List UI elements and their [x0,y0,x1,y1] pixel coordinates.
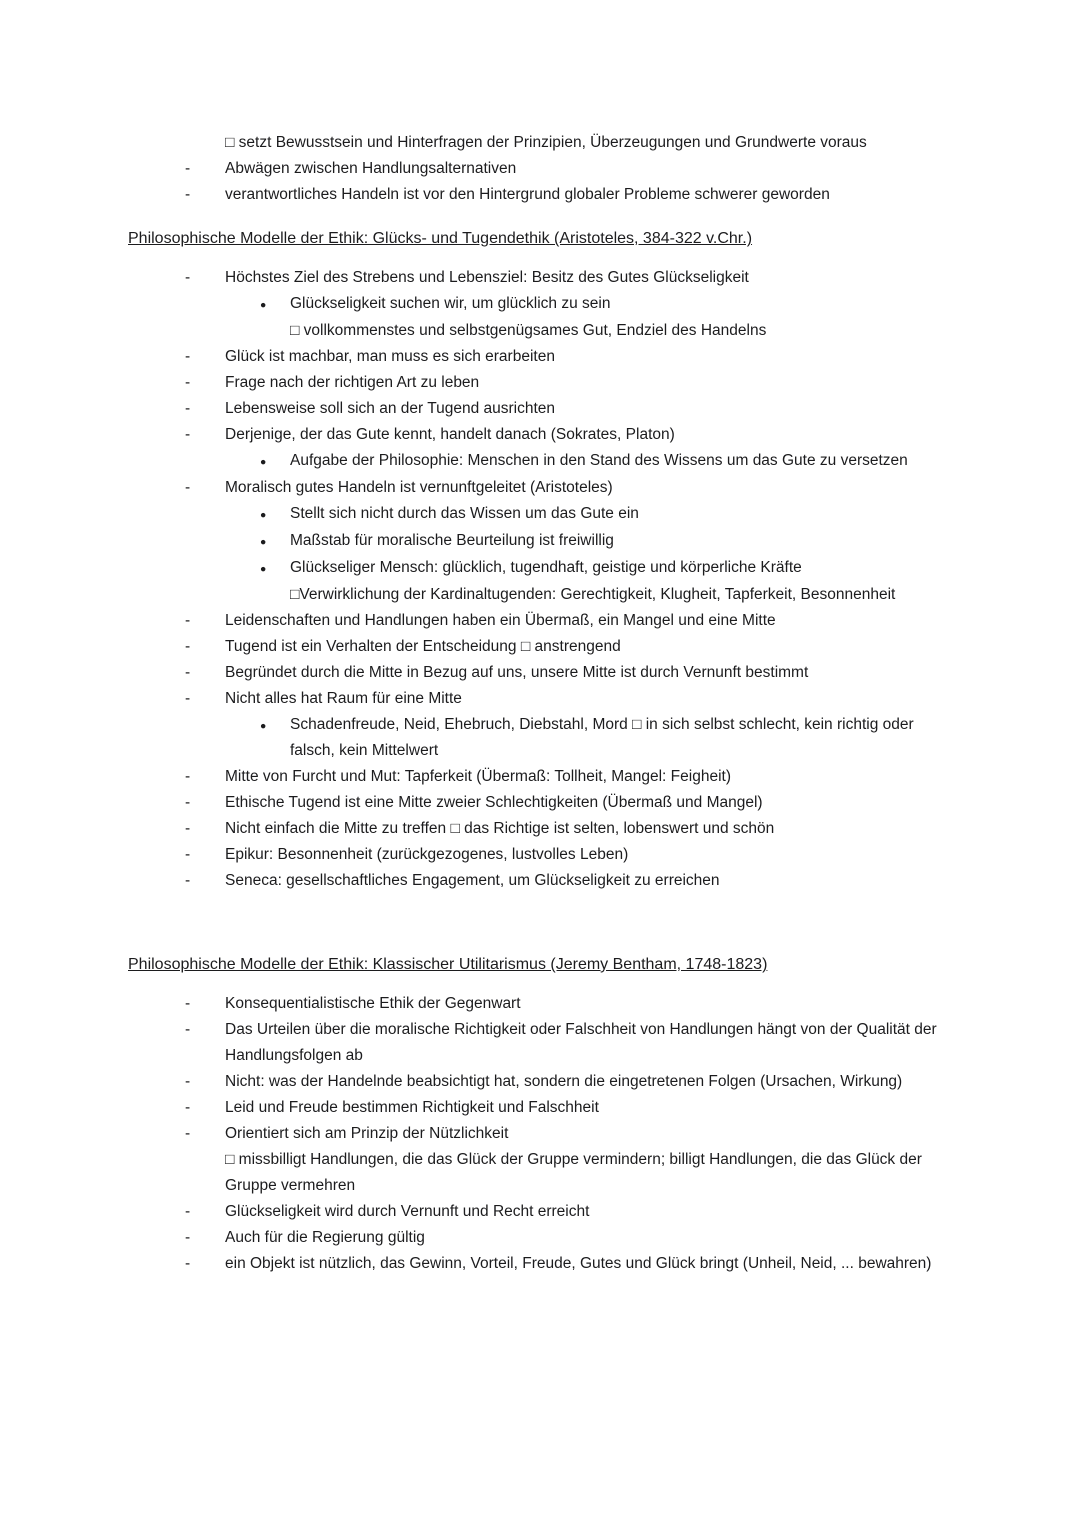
list-item-text: □ missbilligt Handlungen, die das Glück der Gruppe vermindern; billigt Handlungen, die das Glück der Gruppe vermehren [225,1151,922,1194]
list-item [128,370,947,396]
list-item [128,1095,947,1121]
list-item [128,686,947,712]
list-item [128,1069,947,1095]
list-item [128,712,947,764]
dash-marker: - [185,426,191,443]
list-item-text: Begründet durch die Mitte in Bezug auf uns, unsere Mitte ist durch Vernunft bestimmt [225,664,809,681]
list-item-text: Auch für die Regierung gültig [225,1229,425,1246]
list-item [128,501,947,528]
list-item-text: Orientiert sich am Prinzip der Nützlichkeit [225,1125,509,1142]
intro-list [128,130,947,208]
dash-marker: - [185,872,191,889]
list-item [128,790,947,816]
sections [128,226,947,1277]
list-item [128,318,947,344]
list-item [128,1225,947,1251]
dash-marker: - [185,1021,191,1038]
list-item [128,291,947,318]
dash-marker: - [185,1073,191,1090]
list-item-text: Glückseligkeit suchen wir, um glücklich zu sein [290,295,611,312]
list-item-text: Epikur: Besonnenheit (zurückgezogenes, lustvolles Leben) [225,846,629,863]
list-item-text: Höchstes Ziel des Strebens und Lebensziel: Besitz des Gutes Glückseligkeit [225,269,749,286]
list-item-text: Lebensweise soll sich an der Tugend ausrichten [225,400,556,417]
list-item [128,1251,947,1277]
dash-marker: - [185,768,191,785]
list-item-text: Konsequentialistische Ethik der Gegenwart [225,995,521,1012]
dash-marker: - [185,1125,191,1142]
dash-marker: - [185,348,191,365]
list-item-text: Nicht einfach die Mitte zu treffen □ das Richtige ist selten, lobenswert und schön [225,820,775,837]
list-item [128,1199,947,1225]
list-item-text: □ setzt Bewusstsein und Hinterfragen der Prinzipien, Überzeugungen und Grundwerte voraus [225,134,867,151]
bullet-marker: ● [260,563,267,575]
list-item [128,475,947,501]
list-item [128,130,947,156]
list-item-text: Mitte von Furcht und Mut: Tapferkeit (Übermaß: Tollheit, Mangel: Feigheit) [225,768,731,785]
dash-marker: - [185,186,191,203]
list-item-text: Nicht: was der Handelnde beabsichtigt hat, sondern die eingetretenen Folgen (Ursachen, Wirkung) [225,1073,903,1090]
list-item-text: □Verwirklichung der Kardinaltugenden: Gerechtigkeit, Klugheit, Tapferkeit, Besonnenheit [290,586,896,603]
dash-marker: - [185,664,191,681]
bullet-marker: ● [260,299,267,311]
list-item-text: Glück ist machbar, man muss es sich erarbeiten [225,348,555,365]
list-item-text: Moralisch gutes Handeln ist vernunftgeleitet (Aristoteles) [225,479,613,496]
dash-marker: - [185,690,191,707]
dash-marker: - [185,269,191,286]
list-item-text: Abwägen zwischen Handlungsalternativen [225,160,517,177]
list-item [128,265,947,291]
list-item [128,396,947,422]
list-item [128,1121,947,1147]
list-item-text: verantwortliches Handeln ist vor den Hintergrund globaler Probleme schwerer geworden [225,186,830,203]
list-item [128,555,947,582]
bullet-marker: ● [260,536,267,548]
list-item [128,344,947,370]
dash-marker: - [185,1203,191,1220]
list-item [128,608,947,634]
list-item-text: Leid und Freude bestimmen Richtigkeit und Falschheit [225,1099,599,1116]
list-item-text: Aufgabe der Philosophie: Menschen in den Stand des Wissens um das Gute zu versetzen [290,452,908,469]
list-item-text: Das Urteilen über die moralische Richtigkeit oder Falschheit von Handlungen hängt von der Qualität der Handlungsfolgen ab [225,1021,937,1064]
dash-marker: - [185,638,191,655]
list-item-text: □ vollkommenstes und selbstgenügsames Gut, Endziel des Handelns [290,322,767,339]
list-item-text: ein Objekt ist nützlich, das Gewinn, Vorteil, Freude, Gutes und Glück bringt (Unheil, Neid, ... bewahren) [225,1255,932,1272]
dash-marker: - [185,400,191,417]
list-item-text: Derjenige, der das Gute kennt, handelt danach (Sokrates, Platon) [225,426,675,443]
list-item-text: Maßstab für moralische Beurteilung ist freiwillig [290,532,614,549]
dash-marker: - [185,820,191,837]
list-item-text: Schadenfreude, Neid, Ehebruch, Diebstahl, Mord □ in sich selbst schlecht, kein richtig oder falsch, kein Mittelwert [290,716,914,759]
bullet-marker: ● [260,720,267,732]
list-item [128,842,947,868]
list-item-text: Frage nach der richtigen Art zu leben [225,374,480,391]
dash-marker: - [185,374,191,391]
list-item-text: Tugend ist ein Verhalten der Entscheidung □ anstrengend [225,638,621,655]
dash-marker: - [185,1255,191,1272]
list-item [128,1017,947,1069]
list-item [128,528,947,555]
list-item-text: Glückseligkeit wird durch Vernunft und Recht erreicht [225,1203,590,1220]
list-item-text: Seneca: gesellschaftliches Engagement, um Glückseligkeit zu erreichen [225,872,720,889]
dash-marker: - [185,479,191,496]
dash-marker: - [185,1229,191,1246]
dash-marker: - [185,794,191,811]
list-item-text: Glückseliger Mensch: glücklich, tugendhaft, geistige und körperliche Kräfte [290,559,802,576]
section-heading: Philosophische Modelle der Ethik: Glücks- und Tugendethik (Aristoteles, 384-322 v.Chr.) [128,230,753,247]
list-item [128,991,947,1017]
dash-marker: - [185,612,191,629]
bullet-marker: ● [260,509,267,521]
list-item [128,422,947,448]
document-section [128,952,947,1277]
dash-marker: - [185,846,191,863]
list-item [128,634,947,660]
list-item [128,660,947,686]
bullet-marker: ● [260,456,267,468]
section-list [128,991,947,1277]
dash-marker: - [185,160,191,177]
list-item-text: Nicht alles hat Raum für eine Mitte [225,690,462,707]
list-item [128,582,947,608]
list-item [128,816,947,842]
section-list [128,265,947,894]
list-item [128,1147,947,1199]
list-item [128,182,947,208]
document-section [128,226,947,894]
dash-marker: - [185,995,191,1012]
list-item [128,156,947,182]
list-item-text: Leidenschaften und Handlungen haben ein Übermaß, ein Mangel und eine Mitte [225,612,776,629]
list-item-text: Stellt sich nicht durch das Wissen um das Gute ein [290,505,639,522]
list-item [128,448,947,475]
dash-marker: - [185,1099,191,1116]
list-item-text: Ethische Tugend ist eine Mitte zweier Schlechtigkeiten (Übermaß und Mangel) [225,794,763,811]
list-item [128,868,947,894]
list-item [128,764,947,790]
section-heading: Philosophische Modelle der Ethik: Klassischer Utilitarismus (Jeremy Bentham, 1748-1823) [128,956,768,973]
